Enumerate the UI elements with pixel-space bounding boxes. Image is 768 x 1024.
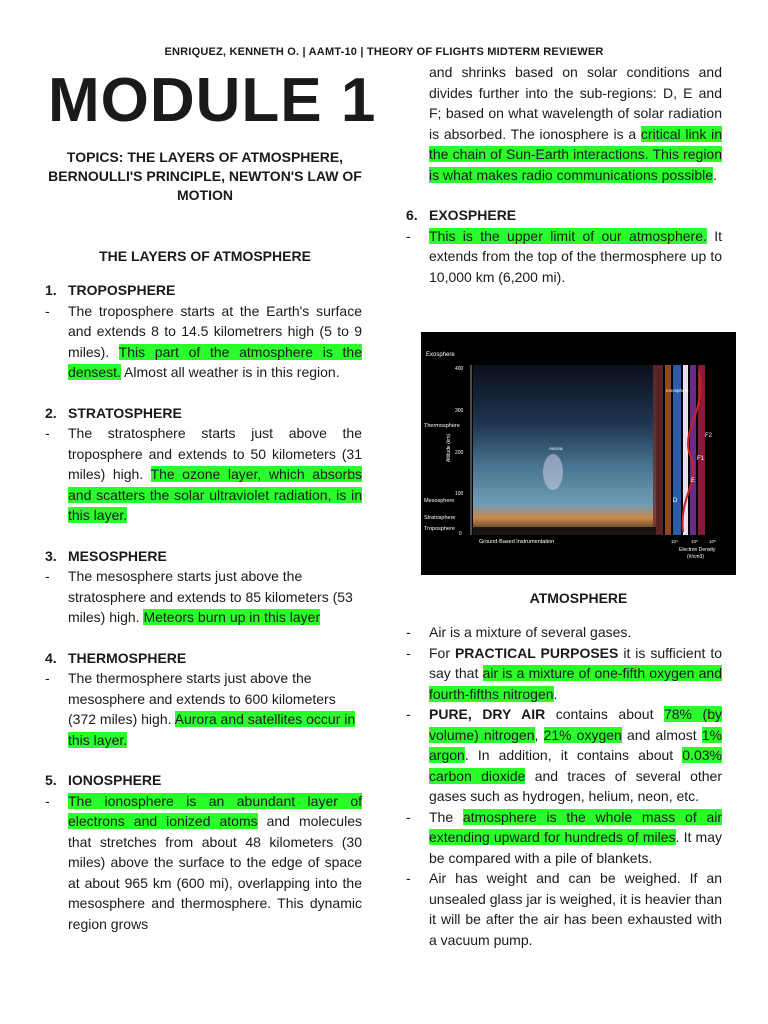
region-label: F2 [705,433,713,439]
item-number: 6. [406,207,418,223]
alt-tick: 0 [459,531,462,537]
layer-thermosphere: 4. THERMOSPHERE - The thermosphere starts just above the mesosphere and extends to 600 kilometers (372 miles) high. Aurora and satellites occur in this layer. [45,649,356,748]
item-title: EXOSPHERE [429,207,517,223]
alt-tick: 400 [455,366,464,372]
region-label: D [673,498,678,504]
module-title: MODULE 1 [48,66,377,135]
left-column [40,280,362,954]
item-title: STRATOSPHERE [68,404,182,421]
right-column-top [401,62,722,287]
body-text: The thermosphere starts just above the mesosphere and extends to 600 kilometers (372 miles) high. [68,670,336,727]
highlight-text: The ozone layer, which absorbs and scatters the solar ultraviolet radiation, is in this layer. [68,466,362,523]
body-text: The troposphere starts at the Earth's surface and extends 8 to 14.5 kilometrers high (5 to 9 miles). [68,302,362,360]
body-text: . [553,685,558,702]
item-title: TROPOSPHERE [68,282,176,298]
label-ground: Ground-Based Instrumentation [479,539,555,545]
density-tick: 10⁶ [709,539,716,544]
body-text: It extends from the top of the thermosphere up to 10,000 km (6,200 mi). [429,227,723,285]
label-density: Electron Density [679,547,716,553]
body-text: . It may be compared with a pile of blankets. [429,829,722,866]
highlight-text: This is the upper limit of our atmosphere. [429,227,707,244]
highlight-text: Meteors burn up in this layer [143,609,321,625]
atmosphere-heading: ATMOSPHERE [529,590,628,606]
label-density-units: (#/cm3) [687,554,704,560]
region-label: E [691,478,696,484]
body-text: For [429,644,455,661]
item-number: 4. [45,649,57,666]
highlight-text: This part of the atmosphere is the densest. [68,343,362,380]
body-text: it is sufficient to say that [429,644,723,681]
body-text: and shrinks based on solar conditions and divides further into the sub-regions: D, E and F; based on what wavelength of solar radiation is absorbed. The ionosphere is a [429,64,722,142]
density-tick: 10⁵ [691,539,698,544]
altitude-axis-label: Altitude (km) [446,433,452,462]
item-number: 2. [45,404,57,421]
item-number: 3. [45,547,57,564]
highlight-text: The ionosphere is an abundant layer of electrons and ionized atoms [68,792,362,829]
layer-exosphere: 6. EXOSPHERE - This is the upper limit of our atmosphere. It extends from the top of the thermosphere up to 10,000 km (6,200 mi). [406,207,723,285]
highlight-text: 0.03% carbon dioxide [429,747,722,784]
label-thermosphere: Thermosphere [424,423,460,429]
body-text: and almost [621,726,702,743]
label-stratosphere: Stratosphere [424,515,456,521]
label-ionosphere: Ionosphere [666,388,689,393]
body-text: . [713,166,717,183]
alt-tick: 200 [455,450,464,456]
atmosphere-figure [421,332,736,575]
highlight-text: atmosphere is the whole mass of air extending upward for hundreds of miles [429,808,722,845]
body-text: Almost all weather is in this region. [120,364,340,380]
item-title: MESOSPHERE [68,547,167,564]
density-tick: 10⁴ [671,539,678,544]
body-text: and molecules that stretches from about 48 kilometers (30 miles) above the surface to the edge of space at about 965 km (600 mi), overlapping into the mesosphere and thermosphere. This dynamic region grows [68,813,362,932]
body-text: The stratosphere starts just above the troposphere and extends to 50 kilometers (31 miles) high. [68,425,362,482]
layer-troposphere: 1. TROPOSPHERE - The troposphere starts at the Earth's surface and extends 8 to 14.5 kilometrers high (5 to 9 miles). This part of the atmosphere is the densest. Almost all weather is in this region. [45,282,362,380]
alt-tick: 300 [455,408,464,414]
label-mesosphere: Mesosphere [424,498,455,504]
item-title: THERMOSPHERE [68,649,187,666]
layer-stratosphere: 2. STRATOSPHERE - The stratosphere starts just above the troposphere and extends to 50 kilometers (31 miles) high. The ozone layer, which absorbs and scatters the solar ultraviolet radiation, is in this layer. [45,404,362,523]
alt-tick: 100 [455,491,464,497]
body-text: The [429,808,463,825]
layer-ionosphere: 5. IONOSPHERE - The ionosphere is an abundant layer of electrons and ionized atoms and molecules that stretches from about 48 kilometers (30 miles) above the surface to the edge of space at about 965 km (600 mi), overlapping into the mesosphere and thermosphere. This dynamic region grows [45,772,362,932]
page-header: ENRIQUEZ, KENNETH O. | AAMT-10 | THEORY OF FLIGHTS MIDTERM REVIEWER [164,46,604,58]
body-text: Air is a mixture of several gases. [429,624,632,640]
highlight-text: 21% oxygen [543,726,622,743]
bold-text: PRACTICAL PURPOSES [454,644,619,661]
body-text: and traces of several other gases such as hydrogen, helium, neon, etc. [429,767,723,804]
highlight-text: 1% argon [429,726,723,763]
label-exosphere: Exosphere [426,352,455,358]
layer-mesosphere: 3. MESOSPHERE - The mesosphere starts just above the stratosphere and extends to 85 kilometers (53 miles) high. Meteors burn up in this layer [45,547,353,625]
item-number: 1. [45,282,57,298]
highlight-text: critical link in the chain of Sun-Earth interactions. This region is what makes radio communications possible [429,125,722,183]
body-text: The mesosphere starts just above the stratosphere and extends to 85 kilometers (53 miles) high. [68,568,353,625]
label-troposphere: Troposphere [424,526,455,532]
highlight-text: 78% (by volume) nitrogen [429,706,722,743]
body-text: Air has weight and can be weighed. If an unsealed glass jar is weighed, it is heavier than it will be after the air has been exhausted with a vacuum pump. [429,870,722,948]
region-label: F1 [697,456,705,462]
item-title: IONOSPHERE [68,772,162,788]
highlight-text: Aurora and satellites occur in this layer. [68,711,356,748]
item-number: 5. [45,772,57,788]
label-aurora: Aurora [549,446,563,451]
atmosphere-list: - Air is a mixture of several gases. - For PRACTICAL PURPOSES it is sufficient to say that air is a mixture of one-fifth oxygen and fourth-fifths nitrogen. - PURE, DRY AIR contains about 78% (by volume) nitrogen, 21% oxygen and almost 1% argon. In addition, it contains about 0.03% carbon dioxide and traces of several other gases such as hydrogen, helium, neon, etc. - The atmosphere is the whole mass of air extending upward for hundreds of miles. It may be compared with a pile of blankets. - Air has weight and can be weighed. If an unsealed glass jar is weighed, it is heavier than it will be after the air has been exhausted with a vacuum pump. [406,624,723,948]
body-text: . In addition, it contains about [464,747,683,763]
body-text: contains about [545,706,664,722]
body-text: , [534,726,544,743]
atmosphere-diagram [421,332,736,575]
bold-text: PURE, DRY AIR [429,706,546,722]
topics-heading: TOPICS: THE LAYERS OF ATMOSPHERE, BERNOULLI'S PRINCIPLE, NEWTON'S LAW OF MOTION [48,149,362,203]
layers-heading: THE LAYERS OF ATMOSPHERE [99,248,311,264]
highlight-text: air is a mixture of one-fifth oxygen and fourth-fifths nitrogen [429,665,723,702]
